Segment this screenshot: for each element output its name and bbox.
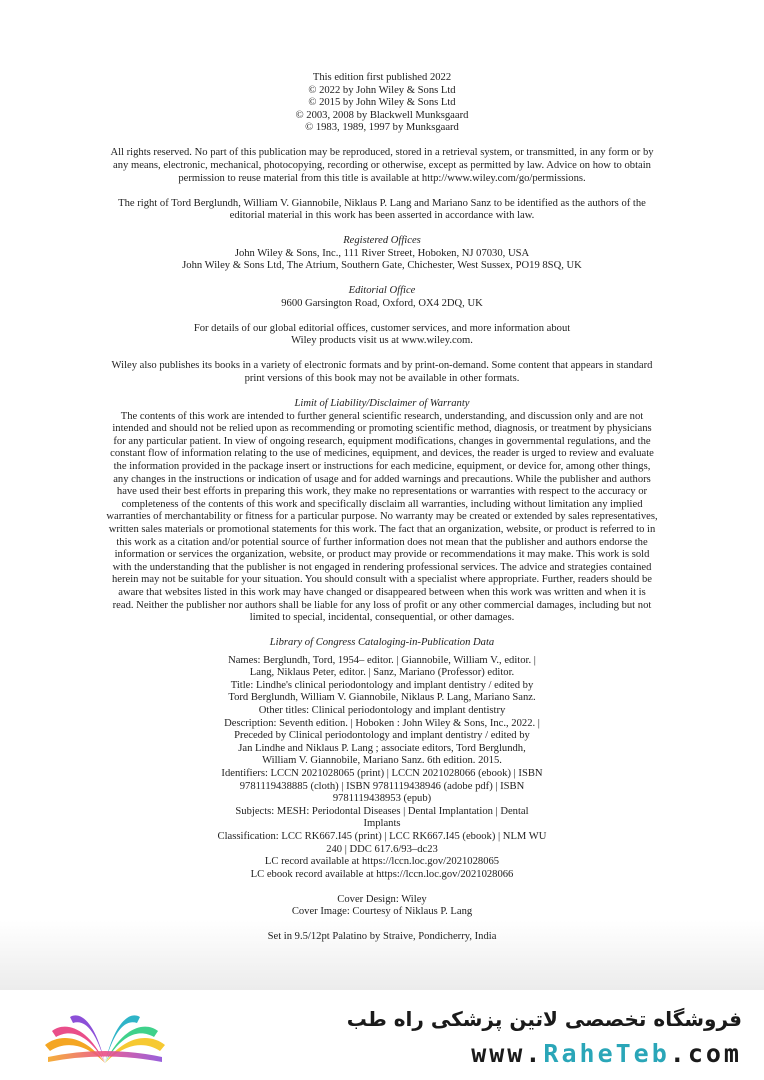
liability-line: warranties of merchantability or fitness for a particular purpose. No warranty may be created or extended by sales representatives, xyxy=(106,511,658,523)
office-address: 9600 Garsington Road, Oxford, OX4 2DQ, UK xyxy=(281,297,483,309)
edition-line: This edition first published 2022 xyxy=(312,72,452,83)
shop-name: فروشگاه تخصصی لاتین پزشکی راه طب xyxy=(346,1007,742,1031)
liability-line: constant flow of information relating to the use of medicines, equipment, and devices, the reader is urged to review and evaluate xyxy=(110,448,654,460)
copyright-line: © 2022 by John Wiley & Sons Ltd xyxy=(308,84,456,96)
liability-line: completeness of the contents of this work and specifically disclaim all warranties, including without limitation any implied xyxy=(121,498,643,510)
cover-image: Cover Image: Courtesy of Niklaus P. Lang xyxy=(291,906,473,918)
liability-line: aware that websites listed in this work may have changed or disappeared between when this work was written and when it is xyxy=(118,586,646,598)
liability-line: any changes in the instructions or indication of usage and for added warnings and precautions. While the publisher and authors xyxy=(113,473,651,485)
liability-disclaimer xyxy=(82,398,682,625)
formats-statement xyxy=(82,360,682,385)
cip-line: Tord Berglundh, William V. Giannobile, Niklaus P. Lang, Mariano Sanz. xyxy=(228,692,536,704)
set-in-line: Set in 9.5/12pt Palatino by Straive, Pondicherry, India xyxy=(267,931,497,943)
liability-line: limited to special, incidental, consequential, or other damages. xyxy=(249,612,515,624)
authors-right-line: The right of Tord Berglundh, William V. Giannobile, Niklaus P. Lang and Mariano Sanz to be identified as the authors of the xyxy=(118,197,646,209)
cip-line: Identifiers: LCCN 2021028065 (print) | LCCN 2021028066 (ebook) | ISBN xyxy=(221,768,543,780)
rights-statement xyxy=(82,147,682,185)
cip-data xyxy=(207,655,557,882)
liability-line: the information provided in the package insert or instructions for each medicine, equipment, or device for, among other things, xyxy=(113,460,651,472)
copyright-line: © 1983, 1989, 1997 by Munksgaard xyxy=(305,122,459,134)
cip-line: 9781119438953 (epub) xyxy=(332,793,432,805)
liability-line: with the understanding that the publisher is not engaged in rendering professional services. The advice and strategies contained xyxy=(112,561,652,573)
liability-line: information or services the organization, website, or product may provide or recommendations it may make. This work is sold xyxy=(114,549,650,561)
watermark-banner xyxy=(0,995,764,1080)
url-brand: RaheTeb xyxy=(543,1039,670,1068)
office-address: John Wiley & Sons Ltd, The Atrium, Southern Gate, Chichester, West Sussex, PO19 8SQ, UK xyxy=(182,260,582,272)
url-suffix: .com xyxy=(669,1039,742,1068)
copyright-notices xyxy=(82,72,682,135)
registered-offices-heading: Registered Offices xyxy=(343,235,421,247)
liability-heading: Limit of Liability/Disclaimer of Warranty xyxy=(294,398,470,410)
formats-line: Wiley also publishes its books in a variety of electronic formats and by print-on-demand. Some content that appears in standard xyxy=(111,360,653,372)
cip-line: William V. Giannobile, Mariano Sanz. 6th edition. 2015. xyxy=(262,755,502,767)
shop-website xyxy=(471,1039,742,1068)
authors-right-line: editorial material in this work has been asserted in accordance with law. xyxy=(229,210,535,222)
liability-line: intended and should not be relied upon as recommending or promoting scientific method, diagnosis, or treatment by physicians xyxy=(112,423,652,435)
office-address: John Wiley & Sons, Inc., 111 River Street, Hoboken, NJ 07030, USA xyxy=(234,247,530,259)
liability-line: this work as a citation and/or potential source of further information does not mean that the publisher and authors endorse the xyxy=(116,536,648,548)
details-line: For details of our global editorial offices, customer services, and more information about xyxy=(193,322,571,334)
editorial-office xyxy=(82,285,682,310)
liability-line: written sales materials or promotional statements for this work. The fact that an organization, website, or product is referred to in xyxy=(108,523,656,535)
rights-line: any means, electronic, mechanical, photocopying, recording or otherwise, except as permitted by law. Advice on how to obtain xyxy=(113,159,651,171)
details-line: Wiley products visit us at www.wiley.com. xyxy=(291,335,473,347)
cip-line: Subjects: MESH: Periodontal Diseases | Dental Implantation | Dental xyxy=(235,805,529,817)
cover-credits xyxy=(82,894,682,919)
cip-line: 9781119438885 (cloth) | ISBN 9781119438946 (adobe pdf) | ISBN xyxy=(239,780,525,792)
cip-line: LC ebook record available at https://lccn.loc.gov/2021028066 xyxy=(250,868,514,880)
editorial-office-heading: Editorial Office xyxy=(348,285,416,297)
open-book-logo-icon xyxy=(40,1005,170,1071)
cip-heading: Library of Congress Cataloging-in-Publication Data xyxy=(269,637,495,649)
cip-line: Title: Lindhe's clinical periodontology and implant dentistry / edited by xyxy=(230,679,534,691)
cip-line: Other titles: Clinical periodontology and implant dentistry xyxy=(258,705,506,717)
liability-line: read. Neither the publisher nor authors shall be liable for any loss of profit or any other commercial damages, including but not xyxy=(112,599,652,611)
liability-line: have used their best efforts in preparing this work, they make no representations or warranties with respect to the accuracy or xyxy=(116,486,648,498)
cip-heading-block xyxy=(82,637,682,650)
copyright-line: © 2015 by John Wiley & Sons Ltd xyxy=(308,97,456,109)
formats-line: print versions of this book may not be available in other formats. xyxy=(244,373,520,385)
registered-offices xyxy=(82,235,682,273)
cip-line: 240 | DDC 617.6/93–dc23 xyxy=(326,843,438,855)
cip-line: Classification: LCC RK667.I45 (print) | LCC RK667.I45 (ebook) | NLM WU xyxy=(217,831,547,842)
copyright-page-content xyxy=(82,72,682,956)
rights-line: permission to reuse material from this title is available at http://www.wiley.com/go/permissions. xyxy=(178,172,586,184)
details-statement xyxy=(82,323,682,348)
authors-right-statement xyxy=(82,198,682,223)
liability-line: herein may not be suitable for your situation. You should consult with a specialist where appropriate. Further, readers should be xyxy=(111,574,653,586)
cip-line: LC record available at https://lccn.loc.gov/2021028065 xyxy=(264,856,500,868)
cip-line: Preceded by Clinical periodontology and implant dentistry / edited by xyxy=(234,730,530,742)
cip-line: Description: Seventh edition. | Hoboken : John Wiley & Sons, Inc., 2022. | xyxy=(224,717,540,729)
cover-design: Cover Design: Wiley xyxy=(337,893,427,905)
cip-line: Jan Lindhe and Niklaus P. Lang ; associate editors, Tord Berglundh, xyxy=(238,742,526,754)
cip-line: Lang, Niklaus Peter, editor. | Sanz, Mariano (Professor) editor. xyxy=(249,667,515,679)
url-prefix: www. xyxy=(471,1039,544,1068)
cip-line: Implants xyxy=(363,818,401,830)
liability-line: for any particular patient. In view of ongoing research, equipment modifications, changes in governmental regulations, and the xyxy=(113,435,651,447)
copyright-line: © 2003, 2008 by Blackwell Munksgaard xyxy=(295,109,469,121)
liability-line: The contents of this work are intended to further general scientific research, understanding, and discussion only and are not xyxy=(120,410,644,422)
rights-line: All rights reserved. No part of this publication may be reproduced, stored in a retrieval system, or transmitted, in any form or by xyxy=(110,147,654,159)
typesetting-note xyxy=(82,931,682,944)
cip-line: Names: Berglundh, Tord, 1954– editor. | Giannobile, William V., editor. | xyxy=(228,654,536,666)
